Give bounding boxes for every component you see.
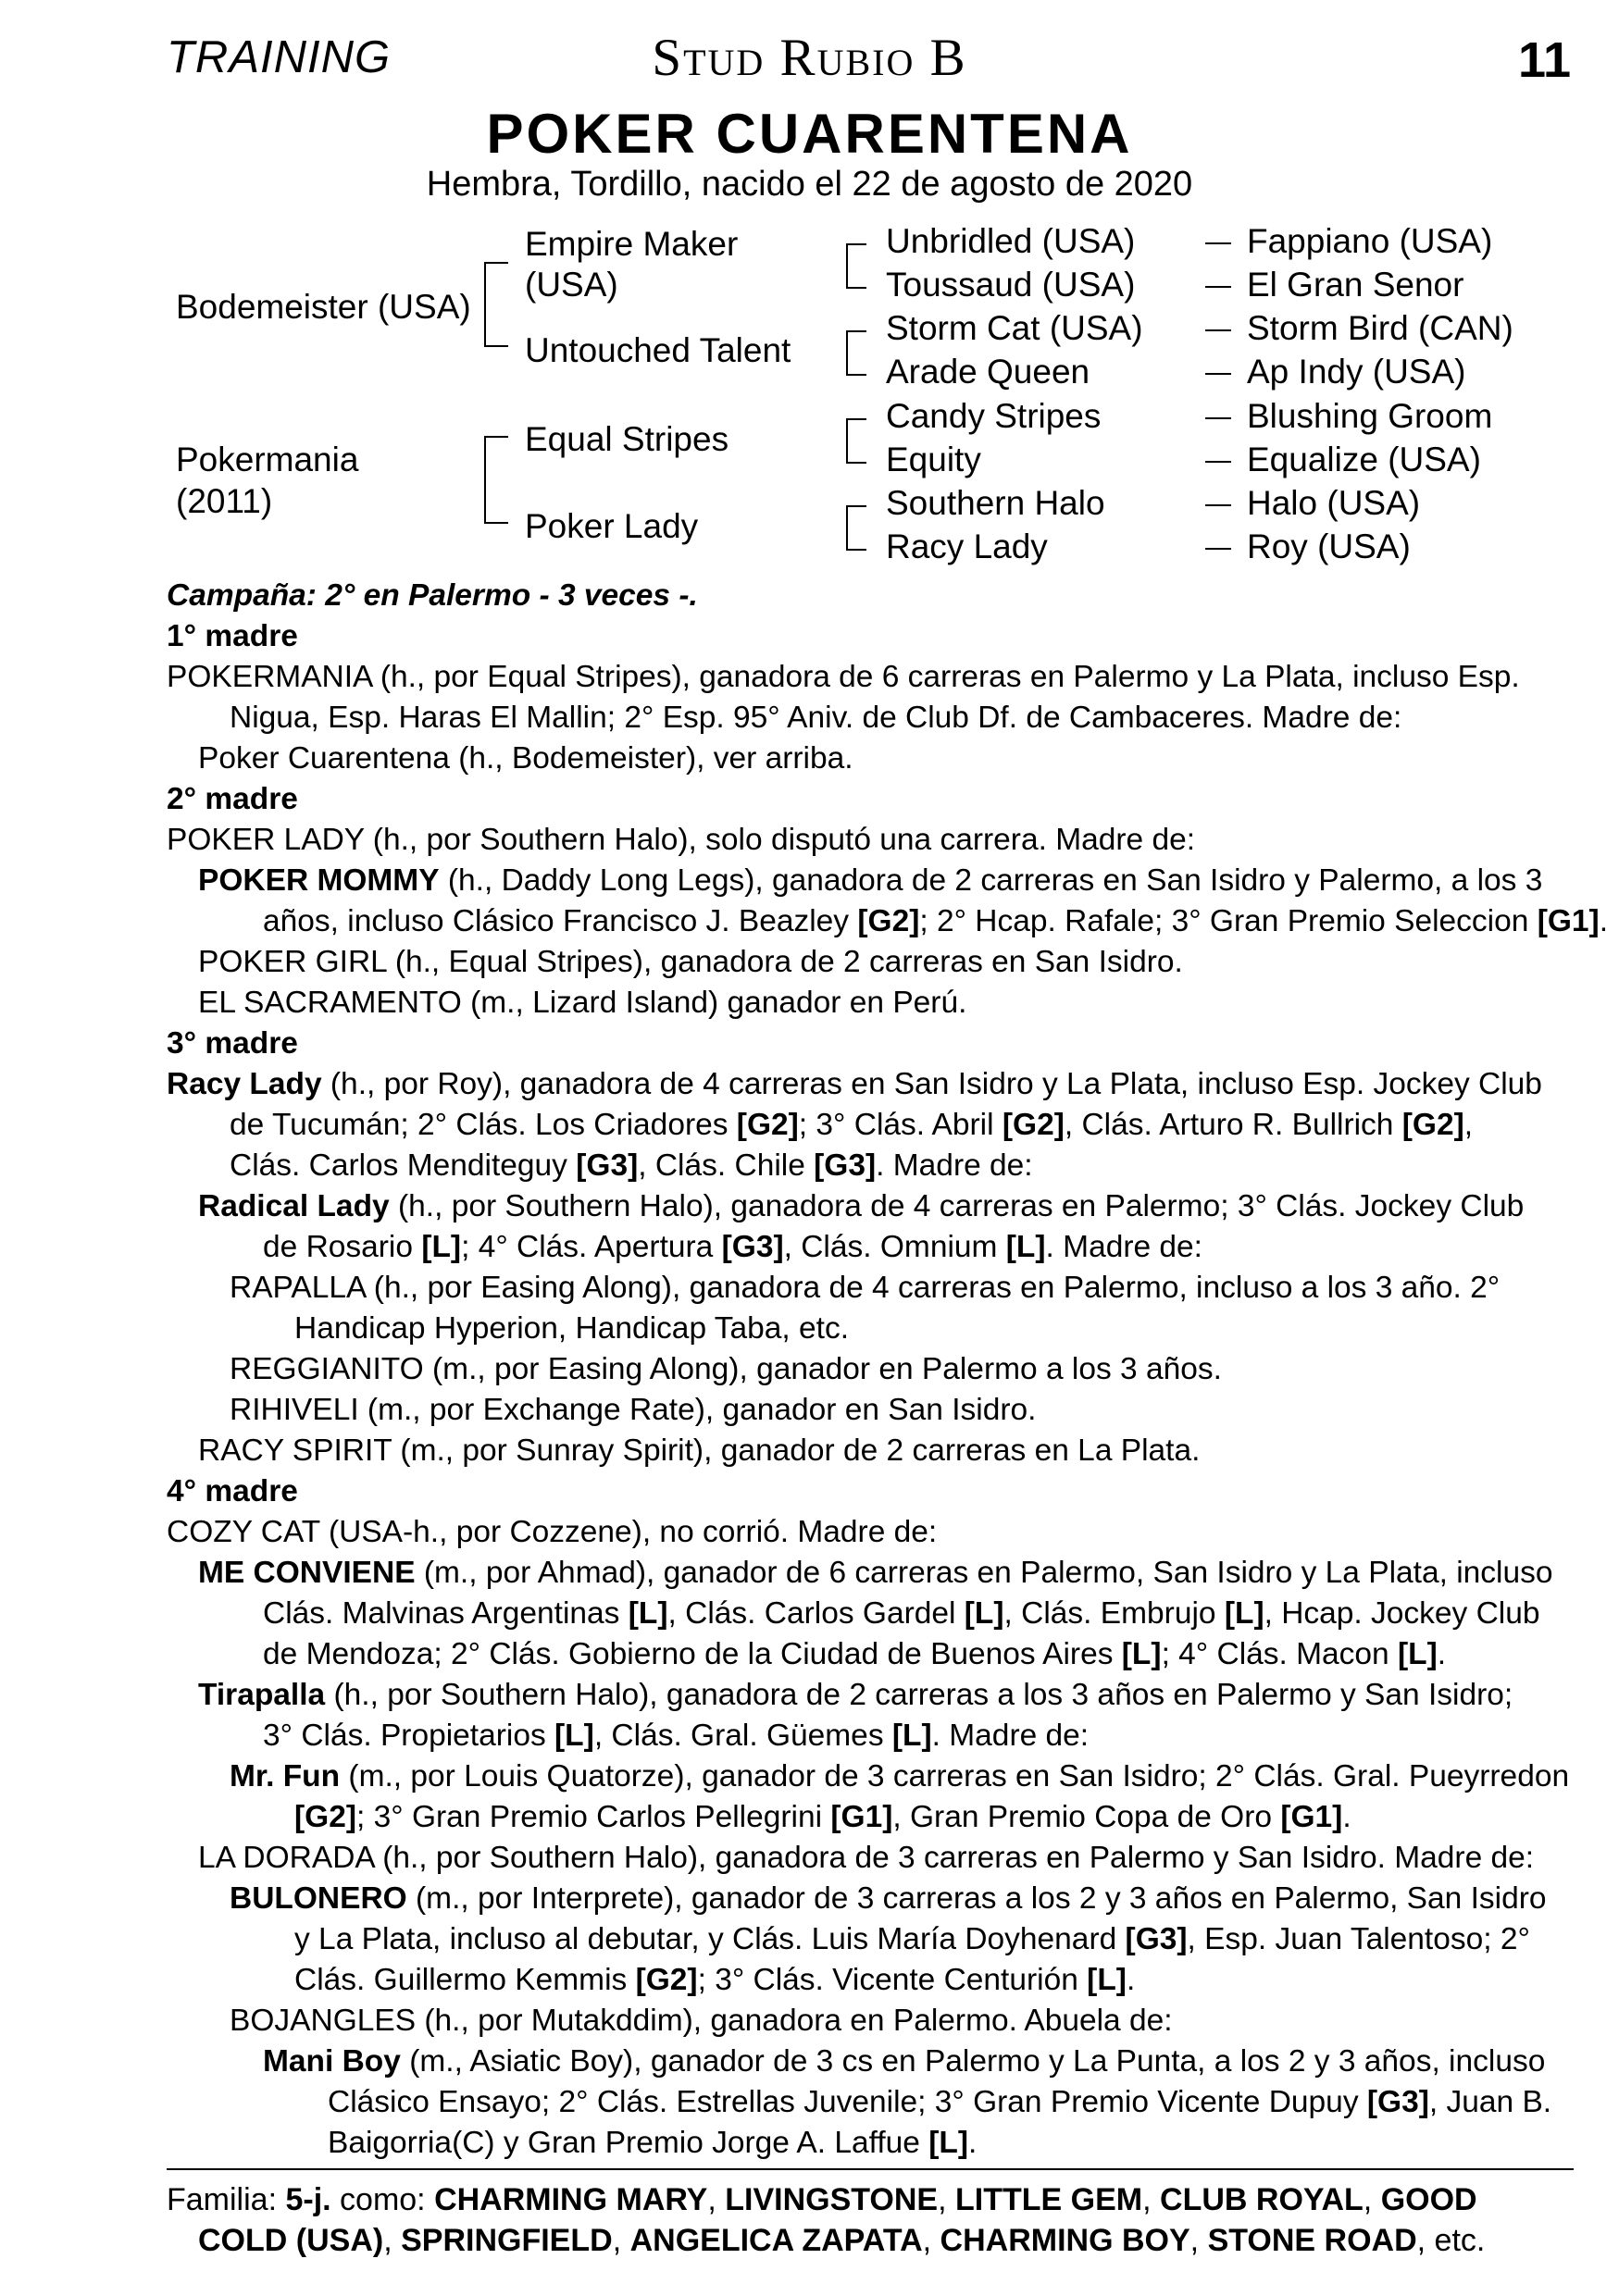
stud-name: Stud Rubio B bbox=[652, 29, 967, 87]
produce-entry: ME CONVIENE (m., por Ahmad), ganador de 6 carreras en Palermo, San Isidro y La Plata, incluso bbox=[198, 1556, 1553, 1590]
produce-entry: y La Plata, incluso al debutar, y Clás. Luis María Doyhenard [G3], Esp. Juan Talentoso; 2° bbox=[294, 1922, 1530, 1956]
page-number: 11 bbox=[1518, 32, 1572, 88]
produce-entry: RIHIVELI (m., por Exchange Rate), ganador en San Isidro. bbox=[230, 1393, 1037, 1427]
dam2-heading: 2° madre bbox=[167, 782, 298, 816]
pedigree-gen4-item: Halo (USA) bbox=[1247, 484, 1421, 522]
dam3-heading: 3° madre bbox=[167, 1026, 298, 1061]
produce-entry: RACY SPIRIT (m., por Sunray Spirit), ganador de 2 carreras en La Plata. bbox=[198, 1433, 1201, 1468]
pedigree-gen4-item: Storm Bird (CAN) bbox=[1247, 309, 1513, 347]
produce-entry: LA DORADA (h., por Southern Halo), ganadora de 3 carreras en Palermo y San Isidro. Madre de: bbox=[198, 1841, 1535, 1875]
produce-entry: de Rosario [L]; 4° Clás. Apertura [G3], Clás. Omnium [L]. Madre de: bbox=[263, 1230, 1202, 1264]
dam4-line: COZY CAT (USA-h., por Cozzene), no corrió. Madre de: bbox=[167, 1515, 938, 1549]
produce-entry: [G2]; 3° Gran Premio Carlos Pellegrini [G1], Gran Premio Copa de Oro [G1]. bbox=[294, 1800, 1351, 1834]
pedigree-dam-sire: Equal Stripes bbox=[525, 420, 729, 458]
pedigree-dam-dam: Poker Lady bbox=[525, 507, 699, 545]
pedigree-gen3-item: Candy Stripes bbox=[886, 397, 1102, 435]
produce-entry: Clás. Carlos Menditeguy [G3], Clás. Chile [G3]. Madre de: bbox=[230, 1148, 1033, 1183]
pedigree-sire-dam: Untouched Talent bbox=[525, 331, 791, 369]
dam1-heading: 1° madre bbox=[167, 619, 298, 653]
horse-name: POKER CUARENTENA bbox=[486, 103, 1133, 165]
family-divider bbox=[167, 2168, 1574, 2170]
pedigree-gen4-item: Blushing Groom bbox=[1247, 397, 1493, 435]
produce-entry: Mani Boy (m., Asiatic Boy), ganador de 3 cs en Palermo y La Punta, a los 2 y 3 años, incluso bbox=[263, 2044, 1546, 2079]
section-label: TRAINING bbox=[167, 32, 392, 82]
pedigree-gen3-item: Equity bbox=[886, 441, 981, 478]
pedigree-gen4-item: Fappiano (USA) bbox=[1247, 222, 1493, 260]
produce-entry: REGGIANITO (m., por Easing Along), ganador en Palermo a los 3 años. bbox=[230, 1352, 1222, 1386]
produce-entry: POKER MOMMY (h., Daddy Long Legs), ganadora de 2 carreras en San Isidro y Palermo, a los 3 bbox=[198, 863, 1543, 898]
produce-entry: Clás. Guillermo Kemmis [G2]; 3° Clás. Vicente Centurión [L]. bbox=[294, 1963, 1136, 1997]
produce-entry: 3° Clás. Propietarios [L], Clás. Gral. Güemes [L]. Madre de: bbox=[263, 1719, 1090, 1753]
produce-entry: Clásico Ensayo; 2° Clás. Estrellas Juvenile; 3° Gran Premio Vicente Dupuy [G3], Juan B. bbox=[328, 2085, 1552, 2119]
dam1-line: Nigua, Esp. Haras El Mallin; 2° Esp. 95° Aniv. de Club Df. de Cambaceres. Madre de: bbox=[230, 701, 1402, 735]
produce-entry: Clás. Malvinas Argentinas [L], Clás. Carlos Gardel [L], Clás. Embrujo [L], Hcap. Jockey Club bbox=[263, 1596, 1540, 1631]
pedigree-gen3-item: Storm Cat (USA) bbox=[886, 309, 1143, 347]
pedigree-sire-sire-country: (USA) bbox=[525, 266, 618, 304]
produce-entry: Racy Lady (h., por Roy), ganadora de 4 carreras en San Isidro y La Plata, incluso Esp. Jockey Club bbox=[167, 1067, 1542, 1101]
pedigree-sire-sire: Empire Maker bbox=[525, 225, 739, 263]
dam4-heading: 4° madre bbox=[167, 1474, 298, 1508]
produce-entry: BULONERO (m., por Interprete), ganador de 3 carreras a los 2 y 3 años en Palermo, San Isidro bbox=[230, 1881, 1547, 1916]
produce-entry: Mr. Fun (m., por Louis Quatorze), ganador de 3 carreras en San Isidro; 2° Clás. Gral. Pueyrredon bbox=[230, 1759, 1570, 1793]
pedigree-gen4-item: El Gran Senor bbox=[1247, 266, 1464, 304]
pedigree-gen3-item: Toussaud (USA) bbox=[886, 266, 1136, 304]
campaign: Campaña: 2° en Palermo - 3 veces -. bbox=[167, 578, 698, 613]
pedigree-gen4-item: Equalize (USA) bbox=[1247, 441, 1481, 478]
family-line: Familia: 5-j. como: CHARMING MARY, LIVINGSTONE, LITTLE GEM, CLUB ROYAL, GOOD bbox=[167, 2182, 1477, 2217]
pedigree-gen3-item: Arade Queen bbox=[886, 353, 1090, 391]
pedigree-sire: Bodemeister (USA) bbox=[176, 288, 471, 326]
pedigree-dam-year: (2011) bbox=[176, 482, 273, 520]
produce-entry: Radical Lady (h., por Southern Halo), ganadora de 4 carreras en Palermo; 3° Clás. Jockey Club bbox=[198, 1189, 1525, 1223]
dam1-line: POKERMANIA (h., por Equal Stripes), ganadora de 6 carreras en Palermo y La Plata, incluso Esp. bbox=[167, 660, 1520, 694]
produce-entry: RAPALLA (h., por Easing Along), ganadora de 4 carreras en Palermo, incluso a los 3 año. 2° bbox=[230, 1271, 1501, 1305]
produce-entry: de Tucumán; 2° Clás. Los Criadores [G2]; 3° Clás. Abril [G2], Clás. Arturo R. Bullrich [G2], bbox=[230, 1108, 1474, 1142]
pedigree-dam: Pokermania bbox=[176, 441, 359, 478]
pedigree-gen3-item: Racy Lady bbox=[886, 527, 1048, 565]
family-line: COLD (USA), SPRINGFIELD, ANGELICA ZAPATA, CHARMING BOY, STONE ROAD, etc. bbox=[198, 2223, 1486, 2258]
dam2-line: POKER LADY (h., por Southern Halo), solo disputó una carrera. Madre de: bbox=[167, 823, 1196, 857]
pedigree-gen4-item: Roy (USA) bbox=[1247, 527, 1411, 565]
produce-entry: de Mendoza; 2° Clás. Gobierno de la Ciudad de Buenos Aires [L]; 4° Clás. Macon [L]. bbox=[263, 1637, 1447, 1671]
produce-entry: BOJANGLES (h., por Mutakddim), ganadora en Palermo. Abuela de: bbox=[230, 2004, 1173, 2038]
produce-entry: POKER GIRL (h., Equal Stripes), ganadora de 2 carreras en San Isidro. bbox=[198, 945, 1183, 979]
dam1-line: Poker Cuarentena (h., Bodemeister), ver arriba. bbox=[198, 741, 853, 776]
horse-description: Hembra, Tordillo, nacido el 22 de agosto de 2020 bbox=[426, 165, 1193, 204]
produce-entry: EL SACRAMENTO (m., Lizard Island) ganador en Perú. bbox=[198, 986, 967, 1020]
produce-entry: Tirapalla (h., por Southern Halo), ganadora de 2 carreras a los 3 años en Palermo y San Isidro; bbox=[198, 1678, 1513, 1712]
produce-entry: Handicap Hyperion, Handicap Taba, etc. bbox=[294, 1311, 850, 1346]
pedigree-gen4-item: Ap Indy (USA) bbox=[1247, 353, 1466, 391]
produce-entry: Baigorria(C) y Gran Premio Jorge A. Laffue [L]. bbox=[328, 2126, 978, 2160]
pedigree-gen3-item: Unbridled (USA) bbox=[886, 222, 1136, 260]
produce-entry: años, incluso Clásico Francisco J. Beazley [G2]; 2° Hcap. Rafale; 3° Gran Premio Seleccion [G1]. bbox=[263, 904, 1608, 938]
pedigree-gen3-item: Southern Halo bbox=[886, 484, 1105, 522]
